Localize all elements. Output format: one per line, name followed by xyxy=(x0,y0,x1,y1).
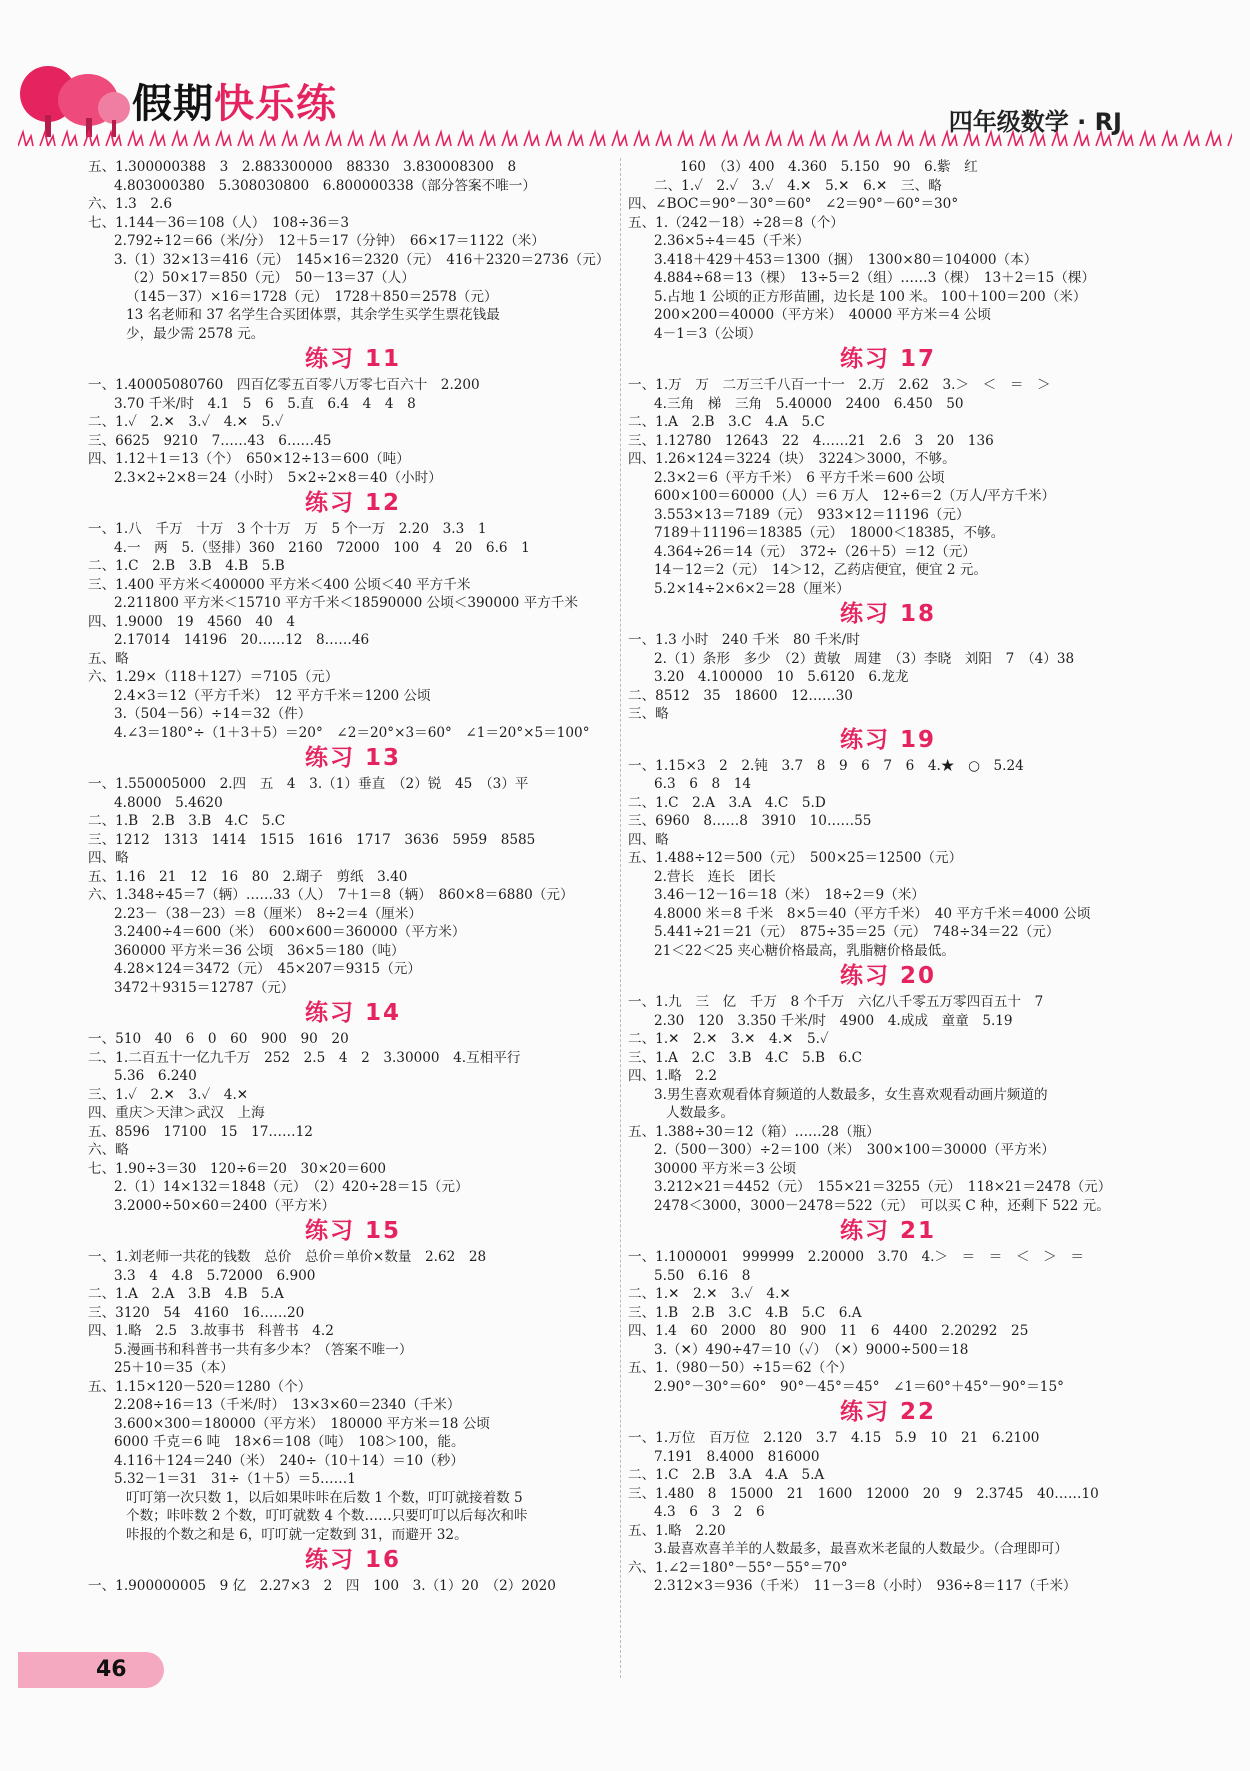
answer-line: 5.36 6.240 xyxy=(114,1068,197,1084)
answer-line: 3.2400÷4＝600（米） 600×600＝360000（平方米） xyxy=(114,924,466,940)
answer-line: 3.（504－56）÷14＝32（件） xyxy=(114,706,312,722)
answer-line: 五、1.488÷12＝500（元） 500×25＝12500（元） xyxy=(628,850,963,866)
answer-line: 5.32－1＝31 31÷（1＋5）＝5……1 xyxy=(114,1471,356,1487)
answer-line: 5.漫画书和科普书一共有多少本？（答案不唯一） xyxy=(114,1341,413,1358)
answer-line: 三、1.A 2.C 3.B 4.C 5.B 6.C xyxy=(628,1049,862,1066)
page-header xyxy=(0,0,1250,150)
column-divider xyxy=(620,158,621,1678)
page-number: 46 xyxy=(96,1657,127,1682)
answer-line: 3.70 千米/时 4.1 5 6 5.直 6.4 4 4 8 xyxy=(114,395,416,412)
answer-line: 七、1.90÷3＝30 120÷6＝20 30×20＝600 xyxy=(88,1160,386,1177)
grade-subject-label: 四年级数学 · RJ xyxy=(948,108,1122,136)
answer-line: 5.占地 1 公顷的正方形苗圃，边长是 100 米。 100＋100＝200（米） xyxy=(654,288,1087,305)
answer-line: 五、1.（980－50）÷15＝62（个） xyxy=(628,1360,853,1376)
answer-line: 25＋10＝35（本） xyxy=(114,1360,234,1376)
answer-line: 二、1.A 2.A 3.B 4.B 5.A xyxy=(88,1286,284,1302)
answer-line: 四、∠BOC＝90°－30°＝60° ∠2＝90°－60°＝30° xyxy=(628,196,959,212)
answer-line: 六、1.29×（118＋127）＝7105（元） xyxy=(88,669,339,685)
answer-line: 二、1.C 2.A 3.A 4.C 5.D xyxy=(628,794,826,811)
grass-border-icon xyxy=(18,128,1232,148)
section-title: 练习 13 xyxy=(304,745,401,771)
answer-line: 四、1.12＋1＝13（个） 650×12÷13＝600（吨） xyxy=(88,451,410,467)
answer-line: 人数最多。 xyxy=(666,1105,734,1121)
answer-line: 个数；咔咔数 2 个数，叮叮就数 4 个数……只要叮叮以后每次和咔 xyxy=(126,1508,528,1524)
answer-line: 3.男生喜欢观看体育频道的人数最多，女生喜欢观看动画片频道的 xyxy=(654,1086,1048,1103)
answer-line: 2.792÷12＝66（米/分） 12＋5＝17（分钟） 66×17＝1122（米） xyxy=(114,233,545,249)
answer-line: 5.441÷21＝21（元） 875÷35＝25（元） 748÷34＝22（元） xyxy=(654,924,1060,940)
section-title: 练习 15 xyxy=(304,1218,401,1244)
answer-line: 五、8596 17100 15 17……12 xyxy=(88,1123,313,1140)
answer-line: 4.116＋124＝240（米） 240÷（10＋14）＝10（秒） xyxy=(114,1452,464,1469)
answer-line: 5.50 6.16 8 xyxy=(654,1267,751,1284)
answer-line: 2.（1）条形 多少 （2）黄敏 周建 （3）李晓 刘阳 7 （4）38 xyxy=(654,650,1075,667)
answer-line: 二、8512 35 18600 12……30 xyxy=(628,687,853,704)
answer-line: 7189＋11196＝18385（元） 18000＜18385，不够。 xyxy=(654,525,1005,541)
section-title: 练习 18 xyxy=(839,601,936,627)
answer-line: 三、1212 1313 1414 1515 1616 1717 3636 5959 8585 xyxy=(88,831,536,848)
answer-line: 二、1.B 2.B 3.B 4.C 5.C xyxy=(88,813,286,829)
answer-line: 2.211800 平方米＜15710 平方千米＜18590000 公顷＜390000 平方千米 xyxy=(114,595,578,611)
answer-line: 一、1.3 小时 240 千米 80 千米/时 xyxy=(628,632,860,648)
answer-line: 30000 平方米＝3 公顷 xyxy=(654,1160,797,1177)
answer-line: 三、1.400 平方米＜400000 平方米＜400 公顷＜40 平方千米 xyxy=(88,576,471,593)
answer-line: 六、1.3 2.6 xyxy=(88,196,173,212)
answer-line: 一、1.刘老师一共花的钱数 总价 总价＝单价×数量 2.62 28 xyxy=(88,1249,487,1265)
answer-line: 2.4×3＝12（平方千米） 12 平方千米＝1200 公顷 xyxy=(114,687,431,704)
answer-line: 二、1.✕ 2.✕ 3.✕ 4.✕ 5.✓ xyxy=(628,1031,829,1047)
answer-line: 14－12＝2（元） 14＞12，乙药店便宜，便宜 2 元。 xyxy=(654,562,988,578)
brand-accent: 快乐练 xyxy=(214,81,337,127)
answer-line: 二、1.✓ 2.✓ 3.✓ 4.✕ 5.✕ 6.✕ 三、略 xyxy=(654,177,942,194)
answers-left-column xyxy=(88,158,618,1596)
answer-line: 四、重庆＞天津＞武汉 上海 xyxy=(88,1105,265,1121)
answer-line: 三、1.480 8 15000 21 1600 12000 20 9 2.3745 40……10 xyxy=(628,1485,1099,1502)
answer-line: 21＜22＜25 夹心糖价格最高，乳脂糖价格最低。 xyxy=(654,942,955,959)
answer-line: 3.最喜欢喜羊羊的人数最多，最喜欢米老鼠的人数最少。（合理即可） xyxy=(654,1541,1068,1557)
brand-title xyxy=(132,72,337,129)
answer-line: 一、1.万位 百万位 2.120 3.7 4.15 5.9 10 21 6.2100 xyxy=(628,1430,1040,1446)
answer-line: 600×100＝60000（人）＝6 万人 12÷6＝2（万人/平方千米） xyxy=(654,488,1056,504)
answer-line: 2.90°－30°＝60° 90°－45°＝45° ∠1＝60°＋45°－90°＝15° xyxy=(654,1378,1064,1395)
answer-line: 4－1＝3（公顷） xyxy=(654,325,762,342)
answer-line: 三、6960 8……8 3910 10……55 xyxy=(628,813,872,829)
answer-line: 5.2×14÷2×6×2＝28（厘米） xyxy=(654,580,850,597)
answer-line: 3.212×21＝4452（元） 155×21＝3255（元） 118×21＝2478（元） xyxy=(654,1179,1112,1195)
answer-line: 五、1.15×120－520＝1280（个） xyxy=(88,1378,312,1395)
answer-line: 四、略 xyxy=(88,850,129,866)
section-title: 练习 12 xyxy=(304,490,401,516)
answer-line: 2.36×5÷4＝45（千米） xyxy=(654,233,810,249)
answer-line: 叮叮第一次只数 1，以后如果咔咔在后数 1 个数，叮叮就接着数 5 xyxy=(126,1489,523,1506)
answer-line: 六、1.∠2＝180°－55°－55°＝70° xyxy=(628,1559,848,1576)
answer-line: 3.（1）32×13＝416（元） 145×16＝2320（元） 416＋2320＝2736（元） xyxy=(114,251,610,268)
answer-line: 一、510 40 6 0 60 900 90 20 xyxy=(88,1031,349,1047)
section-title: 练习 22 xyxy=(839,1399,936,1425)
section-title: 练习 20 xyxy=(839,963,936,989)
answer-line: 6000 千克＝6 吨 18×6＝108（吨） 108＞100，能。 xyxy=(114,1434,465,1450)
answer-line: 160 （3）400 4.360 5.150 90 6.紫 红 xyxy=(680,159,978,175)
answer-line: 4.803000380 5.308030800 6.800000338（部分答案不唯一） xyxy=(114,177,536,194)
answer-line: 五、1.（242－18）÷28＝8（个） xyxy=(628,214,844,231)
answer-line: 二、1.C 2.B 3.A 4.A 5.A xyxy=(628,1467,825,1483)
answer-line: 三、1.12780 12643 22 4……21 2.6 3 20 136 xyxy=(628,432,994,449)
answer-line: 3.600×300＝180000（平方米） 180000 平方米＝18 公顷 xyxy=(114,1415,490,1432)
answer-line: 六、1.348÷45＝7（辆）……33（人） 7＋1＝8（辆） 860×8＝6880（元） xyxy=(88,887,574,903)
answer-line: 4.∠3＝180°÷（1＋3＋5）＝20° ∠2＝20°×3＝60° ∠1＝20°×5＝100° xyxy=(114,724,590,741)
answer-line: 200×200＝40000（平方米） 40000 平方米＝4 公顷 xyxy=(654,307,991,323)
section-title: 练习 19 xyxy=(839,726,936,753)
answer-line: 2.17014 14196 20……12 8……46 xyxy=(114,632,370,648)
answer-line: 3.20 4.100000 10 5.6120 6.龙龙 xyxy=(654,669,909,685)
answer-line: 五、略 xyxy=(88,650,129,667)
answer-line: 2.312×3＝936（千米） 11－3＝8（小时） 936÷8＝117（千米） xyxy=(654,1578,1077,1594)
answer-line: 一、1.15×3 2 2.钝 3.7 8 9 6 7 6 4.★ ○ 5.24 xyxy=(628,757,1024,774)
section-title: 练习 21 xyxy=(839,1218,936,1244)
answer-line: （2）50×17＝850（元） 50－13＝37（人） xyxy=(126,270,415,286)
answer-line: 7.191 8.4000 816000 xyxy=(654,1448,820,1465)
section-title: 练习 17 xyxy=(839,346,936,372)
answer-line: 四、略 xyxy=(628,831,669,848)
answer-line: 四、1.26×124＝3224（块） 3224＞3000，不够。 xyxy=(628,451,956,467)
answer-line: 二、1.✕ 2.✕ 3.✓ 4.✕ xyxy=(628,1286,791,1302)
section-title: 练习 14 xyxy=(304,1000,401,1026)
answer-line: 2.3×2÷2×8＝24（小时） 5×2÷2×8＝40（小时） xyxy=(114,469,442,486)
answer-line: 4.8000 5.4620 xyxy=(114,794,223,811)
answer-line: 三、1.✓ 2.✕ 3.✓ 4.✕ xyxy=(88,1086,249,1103)
answer-line: 咔报的个数之和是 6，叮叮就一定数到 31，而避开 32。 xyxy=(126,1526,468,1543)
answer-line: （145－37）×16＝1728（元） 1728＋850＝2578（元） xyxy=(126,288,498,305)
answer-line: 四、1.略 2.5 3.故事书 科普书 4.2 xyxy=(88,1323,334,1339)
answer-line: 三、略 xyxy=(628,706,669,722)
answer-line: 四、1.9000 19 4560 40 4 xyxy=(88,613,295,630)
answer-line: 4.28×124＝3472（元） 45×207＝9315（元） xyxy=(114,961,421,977)
answer-line: 一、1.八 千万 十万 3 个十万 万 5 个一万 2.20 3.3 1 xyxy=(88,521,487,537)
answer-line: 一、1.万 万 二万三千八百一十一 2.万 2.62 3.＞ ＜ ＝ ＞ xyxy=(628,377,1051,393)
answers-right-column xyxy=(628,158,1148,1596)
answer-line: 2.23－（38－23）＝8（厘米） 8÷2＝4（厘米） xyxy=(114,905,422,922)
answer-line: 13 名老师和 37 名学生合买团体票，其余学生买学生票花钱最 xyxy=(126,307,500,323)
answer-line: 4.8000 米＝8 千米 8×5＝40（平方千米） 40 平方千米＝4000 公顷 xyxy=(654,905,1091,922)
answer-line: 3.2000÷50×60＝2400（平方米） xyxy=(114,1197,336,1214)
answer-line: 3.418＋429＋453＝1300（捆） 1300×80＝104000（本） xyxy=(654,251,1038,268)
page-number-tab xyxy=(18,1652,164,1688)
answer-line: 6.3 6 8 14 xyxy=(654,776,751,792)
answer-line: 一、1.550005000 2.四 五 4 3.（1）垂直 （2）锐 45 （3）平 xyxy=(88,776,529,792)
answer-line: 五、1.388÷30＝12（箱）……28（瓶） xyxy=(628,1123,880,1140)
answer-line: 七、1.144－36＝108（人） 108÷36＝3 xyxy=(88,214,349,231)
answer-line: 2.3×2＝6（平方千米） 6 平方千米＝600 公顷 xyxy=(654,469,945,486)
answer-line: 二、1.二百五十一亿九千万 252 2.5 4 2 3.30000 4.互相平行 xyxy=(88,1049,521,1066)
answer-line: 360000 平方米＝36 公顷 36×5＝180（吨） xyxy=(114,942,405,959)
answer-line: 4.884÷68＝13（棵） 13÷5＝2（组）……3（棵） 13＋2＝15（棵） xyxy=(654,270,1096,286)
brand-main: 假期 xyxy=(132,81,214,127)
answer-line: 六、略 xyxy=(88,1142,129,1158)
answer-line: 3.553×13＝7189（元） 933×12＝11196（元） xyxy=(654,506,970,523)
answer-line: 五、1.16 21 12 16 80 2.瑚子 剪纸 3.40 xyxy=(88,868,408,885)
answer-line: 3472＋9315＝12787（元） xyxy=(114,979,295,996)
answer-line: 一、1.九 三 亿 千万 8 个千万 六亿八千零五万零四百五十 7 xyxy=(628,994,1044,1010)
answer-line: 2.（1）14×132＝1848（元） （2）420÷28＝15（元） xyxy=(114,1179,469,1195)
answer-line: 2.营长 连长 团长 xyxy=(654,868,776,885)
answer-line: 4.364÷26＝14（元） 372÷（26＋5）＝12（元） xyxy=(654,543,976,560)
section-title: 练习 11 xyxy=(304,346,401,372)
answer-line: 五、1.300000388 3 2.883300000 88330 3.830008300 8 xyxy=(88,159,517,175)
answer-line: 4.3 6 3 2 6 xyxy=(654,1504,765,1520)
answer-line: 二、1.C 2.B 3.B 4.B 5.B xyxy=(88,558,285,574)
answer-line: 2478＜3000，3000－2478＝522（元） 可以买 C 种，还剩下 522 元。 xyxy=(654,1197,1110,1214)
answer-line: 三、6625 9210 7……43 6……45 xyxy=(88,432,332,449)
answer-line: 2.30 120 3.350 千米/时 4900 4.成成 童童 5.19 xyxy=(654,1012,1013,1029)
answer-line: 3.3 4 4.8 5.72000 6.900 xyxy=(114,1267,316,1284)
answer-line: 二、1.A 2.B 3.C 4.A 5.C xyxy=(628,414,825,430)
answer-line: 三、3120 54 4160 16……20 xyxy=(88,1304,305,1321)
answer-line: 3.46－12－16＝18（米） 18÷2＝9（米） xyxy=(654,887,925,903)
answer-line: 一、1.40005080760 四百亿零五百零八万零七百六十 2.200 xyxy=(88,377,480,393)
answer-line: 三、1.B 2.B 3.C 4.B 5.C 6.A xyxy=(628,1304,862,1321)
answer-line: 四、1.4 60 2000 80 900 11 6 4400 2.20292 25 xyxy=(628,1323,1029,1339)
section-title: 练习 16 xyxy=(304,1547,401,1573)
answer-line: 一、1.900000005 9 亿 2.27×3 2 四 100 3.（1）20 （2）2020 xyxy=(88,1578,556,1594)
answer-line: 一、1.1000001 999999 2.20000 3.70 4.＞ ＝ ＝ ＜ ＞ ＝ xyxy=(628,1249,1084,1265)
answer-line: 四、1.略 2.2 xyxy=(628,1068,717,1084)
answer-line: 2.208÷16＝13（千米/时） 13×3×60＝2340（千米） xyxy=(114,1397,461,1413)
answer-line: 4.一 两 5.（竖排）360 2160 72000 100 4 20 6.6 1 xyxy=(114,539,530,556)
answer-line: 2.（500－300）÷2＝100（米） 300×100＝30000（平方米） xyxy=(654,1142,1055,1158)
answer-line: 4.三角 梯 三角 5.40000 2400 6.450 50 xyxy=(654,395,964,412)
answer-line: 五、1.略 2.20 xyxy=(628,1522,726,1539)
answer-line: 二、1.✓ 2.✕ 3.✓ 4.✕ 5.✓ xyxy=(88,414,284,430)
answer-line: 3.（✕）490÷47＝10（✓） （✕）9000÷500＝18 xyxy=(654,1341,969,1358)
answer-line: 少，最少需 2578 元。 xyxy=(126,325,265,342)
